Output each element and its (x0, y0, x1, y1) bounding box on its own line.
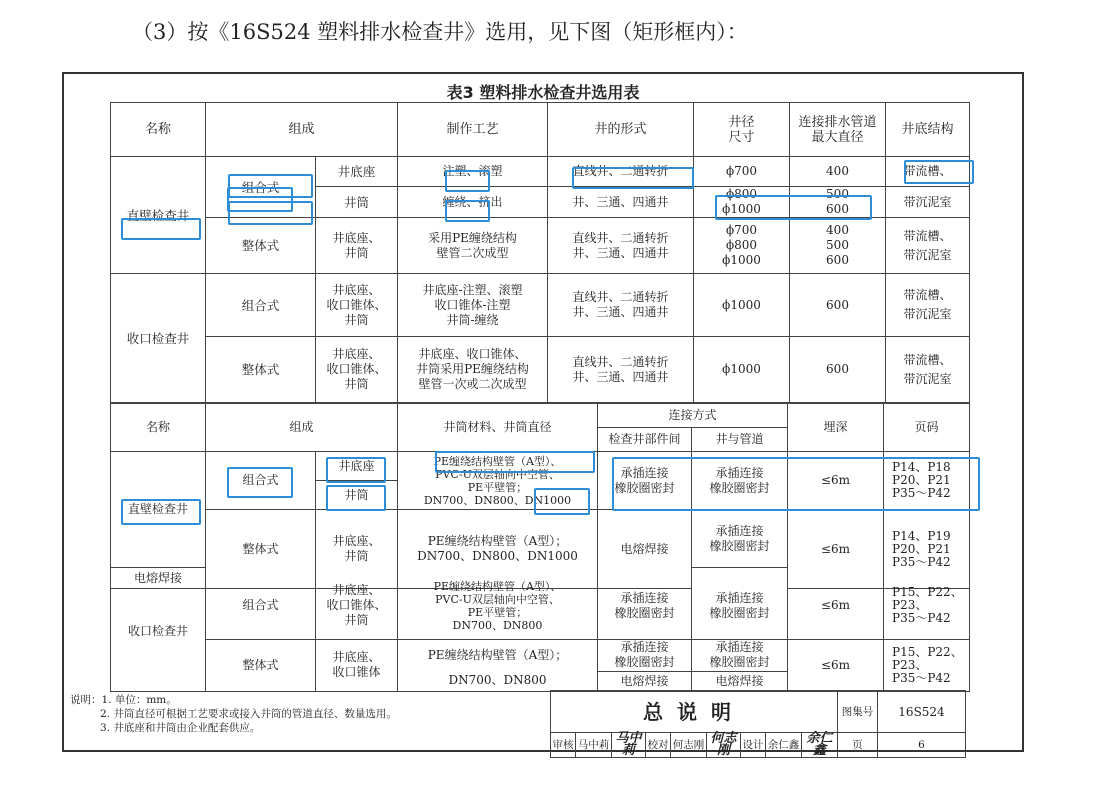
t2-c2: 承插连接 橡胶圈密封 (692, 639, 788, 671)
t1-part: 井底座、 收口锥体、 井筒 (316, 337, 398, 403)
t2-h-c1: 检查井部件间 (598, 428, 692, 452)
t1-type: 组合式 (206, 274, 316, 337)
t2-mat: PE缠绕结构壁管（A型）； DN700、DN800、DN1000 (398, 510, 598, 589)
t2-part: 井底座、 收口锥体 (316, 639, 398, 691)
intro-text: （3）按《16S524 塑料排水检查井》选用，见下图（矩形框内）： (132, 20, 748, 44)
t2-c1: 承插连接 橡胶圈密封 (598, 573, 692, 639)
t2-h-page: 页码 (884, 404, 970, 452)
t1-h-form: 井的形式 (548, 103, 694, 157)
t2-name: 收口检查井 (111, 573, 206, 691)
atlas-label: 图集号 (838, 691, 878, 733)
t1-base: 带流槽、 带沉泥室 (886, 218, 970, 274)
drawing-frame (62, 72, 1024, 758)
t2-name: 直壁检查井 (111, 452, 206, 568)
t1-part: 井筒 (316, 187, 398, 218)
title-main: 总说明 (551, 691, 838, 733)
t1-pipe: 600 (790, 337, 886, 403)
page-label: 页 (838, 733, 878, 758)
t2-page: P14、P18 P20、P21 P35～P42 (884, 452, 970, 510)
t1-dia: ϕ1000 (694, 337, 790, 403)
t1-craft: 注塑、滚塑 (398, 157, 548, 187)
t1-pipe: 500 600 (790, 187, 886, 218)
t1-part: 井底座、 收口锥体、 井筒 (316, 274, 398, 337)
t1-dia: ϕ700 ϕ800 ϕ1000 (694, 218, 790, 274)
page-no: 6 (878, 733, 966, 758)
t2-h-mat: 井筒材料、井筒直径 (398, 404, 598, 452)
t1-base: 带沉泥室 (886, 187, 970, 218)
t1-name: 收口检查井 (111, 274, 206, 403)
t2-h-name: 名称 (111, 404, 206, 452)
t2-c2: 承插连接 橡胶圈密封 (692, 452, 788, 510)
t1-type: 整体式 (206, 218, 316, 274)
t2-c2: 承插连接 橡胶圈密封 (692, 510, 788, 568)
selection-table-2-lower (110, 573, 970, 692)
t2-mat: PE缠绕结构壁管（A型）； (398, 639, 598, 671)
t1-form: 井、三通、四通井 (548, 187, 694, 218)
t1-base: 带流槽、 (886, 157, 970, 187)
design-signature: 余仁鑫 (802, 733, 838, 758)
t2-c2: 电熔焊接 (111, 568, 206, 589)
t2-type: 整体式 (206, 510, 316, 589)
t2-type: 组合式 (206, 573, 316, 639)
t2-part: 井底座、 收口锥体、 井筒 (316, 573, 398, 639)
t1-pipe: 400 (790, 157, 886, 187)
t1-name: 直壁检查井 (111, 157, 206, 274)
reviewer: 马中莉 (576, 733, 612, 758)
design-label: 设计 (741, 733, 766, 758)
t1-form: 直线井、二通转折 (548, 157, 694, 187)
t1-part: 井底座、 井筒 (316, 218, 398, 274)
t1-type: 组合式 (206, 157, 316, 218)
note-1: 说明：1. 单位：mm。 (70, 694, 177, 706)
t1-craft: 井底座-注塑、滚塑 收口锥体-注塑 井筒-缠绕 (398, 274, 548, 337)
t1-craft: 井底座、收口锥体、 井筒采用PE缠绕结构 壁管一次或二次成型 (398, 337, 548, 403)
t2-h-conn: 连接方式 (598, 404, 788, 428)
t2-c1: 承插连接 橡胶圈密封 (598, 639, 692, 671)
t2-depth: ≤6m (788, 510, 884, 589)
t2-mat: PE缠绕结构壁管（A型）、 PVC-U双层轴向中空管、 PE平壁管； DN700、DN800 (398, 573, 598, 639)
t2-c1: 电熔焊接 (598, 671, 692, 691)
selection-table-2 (110, 403, 970, 589)
t1-form: 直线井、二通转折 井、三通、四通井 (548, 274, 694, 337)
review-label: 审核 (551, 733, 576, 758)
t2-c2: 承插连接 橡胶圈密封 (692, 573, 788, 639)
t1-part: 井底座 (316, 157, 398, 187)
check-signature: 何志刚 (707, 733, 741, 758)
t2-mat: DN700、DN800 (398, 671, 598, 691)
review-signature: 马中莉 (612, 733, 646, 758)
t2-c2: 电熔焊接 (692, 671, 788, 691)
t2-c1: 电熔焊接 (598, 510, 692, 589)
t2-h-comp: 组成 (206, 404, 398, 452)
table-title: 表3 塑料排水检查井选用表 (446, 83, 640, 102)
t2-mat: PE缠绕结构壁管（A型）、 PVC-U双层轴向中空管、 PE平壁管； DN700、DN800、DN1000 (398, 452, 598, 510)
t1-h-dia: 井径 尺寸 (694, 103, 790, 157)
t2-h-c2: 井与管道 (692, 428, 788, 452)
t2-depth: ≤6m (788, 639, 884, 691)
t1-dia: ϕ1000 (694, 274, 790, 337)
t2-h-depth: 埋深 (788, 404, 884, 452)
checker: 何志刚 (671, 733, 707, 758)
t2-page: P15、P22、 P23、 P35～P42 (884, 639, 970, 691)
t1-craft: 采用PE缠绕结构 壁管二次成型 (398, 218, 548, 274)
t1-type: 整体式 (206, 337, 316, 403)
t1-base: 带流槽、 带沉泥室 (886, 337, 970, 403)
t2-part: 井底座 (316, 452, 398, 481)
t1-craft: 缠绕、挤出 (398, 187, 548, 218)
t2-type: 组合式 (206, 452, 316, 510)
t2-part: 井筒 (316, 481, 398, 510)
t1-h-craft: 制作工艺 (398, 103, 548, 157)
check-label: 校对 (646, 733, 671, 758)
t1-form: 直线井、二通转折 井、三通、四通井 (548, 337, 694, 403)
t2-depth: ≤6m (788, 452, 884, 510)
t1-pipe: 400 500 600 (790, 218, 886, 274)
t2-page: P14、P19 P20、P21 P35～P42 (884, 510, 970, 589)
note-2: 2. 井筒直径可根据工艺要求或接入井筒的管道直径、数量选用。 (100, 708, 397, 720)
t1-h-pipe: 连接排水管道 最大直径 (790, 103, 886, 157)
selection-table-1 (110, 102, 970, 403)
t2-c1: 承插连接 橡胶圈密封 (598, 452, 692, 510)
t1-h-name: 名称 (111, 103, 206, 157)
t1-dia: ϕ800 ϕ1000 (694, 187, 790, 218)
t1-dia: ϕ700 (694, 157, 790, 187)
t2-type: 整体式 (206, 639, 316, 691)
t2-page: P15、P22、 P23、 P35～P42 (884, 573, 970, 639)
t1-pipe: 600 (790, 274, 886, 337)
t2-depth: ≤6m (788, 573, 884, 639)
notes (70, 693, 397, 735)
note-3: 3. 井底座和井筒由企业配套供应。 (100, 722, 261, 734)
t1-h-comp: 组成 (206, 103, 398, 157)
t1-h-base: 井底结构 (886, 103, 970, 157)
t1-base: 带流槽、 带沉泥室 (886, 274, 970, 337)
designer: 余仁鑫 (766, 733, 802, 758)
atlas-no: 16S524 (878, 691, 966, 733)
t2-part: 井底座、 井筒 (316, 510, 398, 589)
title-block (550, 690, 966, 758)
t1-form: 直线井、二通转折 井、三通、四通井 (548, 218, 694, 274)
